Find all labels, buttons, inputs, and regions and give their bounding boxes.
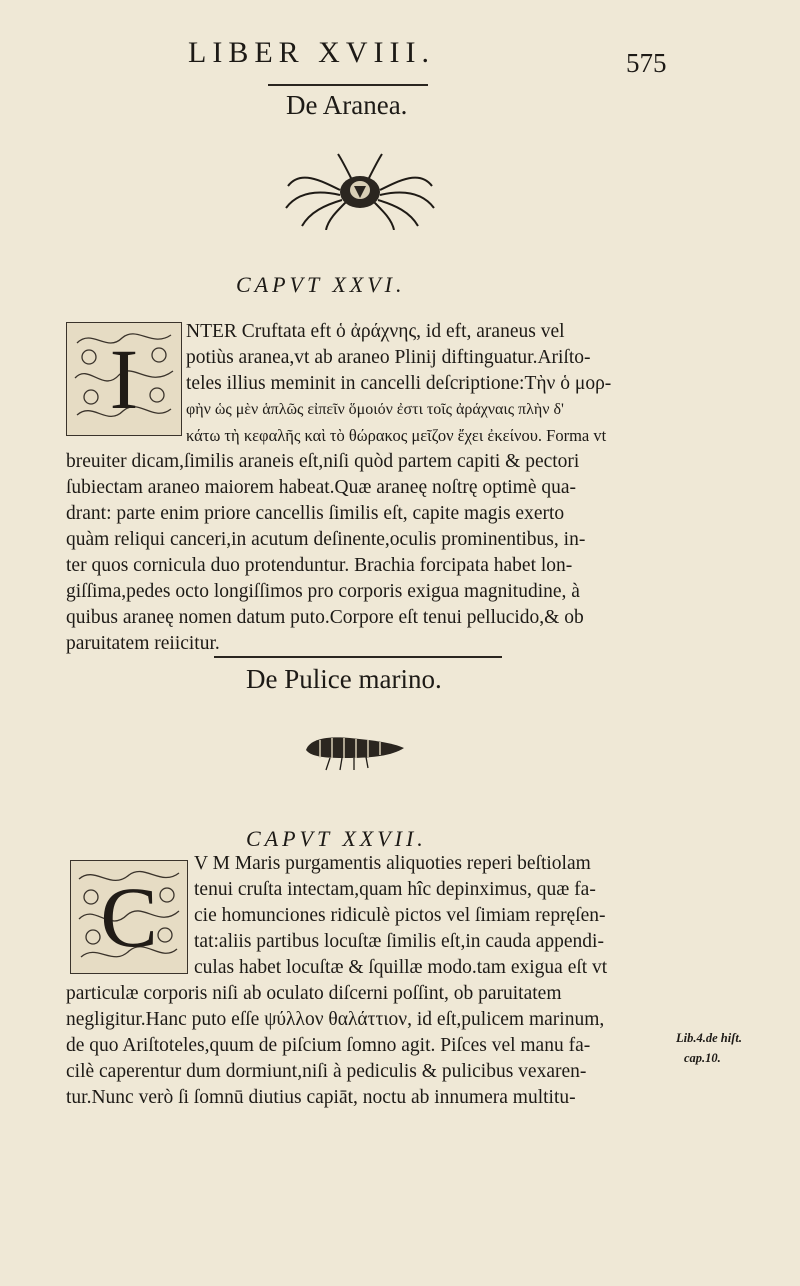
text-line: φὴν ὡς μὲν ἁπλῶς εἰπεῖν ὅμοιόν ἐστι τοῖς ἀράχναις πλὴν δ' xyxy=(186,401,564,418)
marginal-note-line: Lib.4.de hiſt. xyxy=(676,1031,742,1045)
text-line: NTER Cruftata eft ὁ ἀράχνης, id eft, araneus vel xyxy=(186,321,565,342)
page-number: 575 xyxy=(626,48,667,78)
spider-crab-illustration xyxy=(280,150,440,230)
header-rule xyxy=(268,84,428,86)
text-line: κάτω τὴ κεφαλῆς καὶ τὸ θώρακος μεῖζον ἔχει ἐκείνου. Forma vt xyxy=(186,426,607,445)
chapter-heading-27: CAPVT XXVII. xyxy=(246,826,427,851)
text-line: drant: parte enim priore cancellis ſimilis eſt, capite magis exerto xyxy=(66,503,565,524)
text-line: tenui cruſta intectam,quam hîc depinximus, quæ fa- xyxy=(194,879,596,900)
text-line: quibus araneę nomen datum puto.Corpore eſt tenui pellucido,& ob xyxy=(66,607,584,628)
running-head: LIBER XVIII. xyxy=(188,36,435,69)
text-line: quàm reliqui canceri,in acutum deſinente,oculis prominentibus, in- xyxy=(66,529,586,550)
text-line: giſſima,pedes octo longiſſimos pro corporis exigua magnitudine, à xyxy=(66,581,580,602)
text-line: culas habet locuſtæ & ſquillæ modo.tam exigua eſt vt xyxy=(194,957,608,978)
chapter-heading-26: CAPVT XXVI. xyxy=(236,272,406,297)
text-line: ter quos cornicula duo protenduntur. Brachia forcipata habet lon- xyxy=(66,555,573,576)
initial-letter-c: C xyxy=(100,869,158,965)
text-line: cie homunciones ridiculè pictos vel ſimiam repręſen- xyxy=(194,905,606,926)
section-rule xyxy=(214,656,502,658)
text-line: cilè caperentur dum dormiunt,niſi à pediculis & pulicibus vexaren- xyxy=(66,1061,587,1082)
decorated-initial-i xyxy=(66,322,182,436)
marginal-note-line: cap.10. xyxy=(684,1051,721,1065)
text-line: negligitur.Hanc puto eſſe ψύλλον θαλάττιον, id eſt,pulicem marinum, xyxy=(66,1009,605,1030)
text-line: tur.Nunc verò ſi ſomnū diutius capiāt, noctu ab innumera multitu- xyxy=(66,1087,576,1108)
text-line: de quo Ariſtoteles,quum de piſcium ſomno agit. Piſces vel manu fa- xyxy=(66,1035,591,1056)
initial-letter-i: I xyxy=(109,331,139,427)
text-line: teles illius meminit in cancelli deſcriptione:Τὴν ὁ μορ- xyxy=(186,373,612,394)
sea-flea-illustration xyxy=(300,728,410,772)
section-title-aranea: De Aranea. xyxy=(286,90,408,120)
text-line: paruitatem reiicitur. xyxy=(66,633,220,654)
decorated-initial-c xyxy=(70,860,188,974)
text-line: potiùs aranea,vt ab araneo Plinij diftinguatur.Ariſto- xyxy=(186,347,591,368)
section-title-pulice: De Pulice marino. xyxy=(246,664,442,694)
text-line: breuiter dicam,ſimilis araneis eſt,niſi quòd partem capiti & pectori xyxy=(66,451,580,472)
text-line: particulæ corporis niſi ab oculato diſcerni poſſint, ob paruitatem xyxy=(66,983,562,1004)
text-line: tat:aliis partibus locuſtæ ſimilis eſt,in cauda appendi- xyxy=(194,931,604,952)
text-line: ſubiectam araneo maiorem habeat.Quæ araneę noſtrę optimè qua- xyxy=(66,477,577,498)
text-line: V M Maris purgamentis aliquoties reperi beſtiolam xyxy=(194,853,591,874)
